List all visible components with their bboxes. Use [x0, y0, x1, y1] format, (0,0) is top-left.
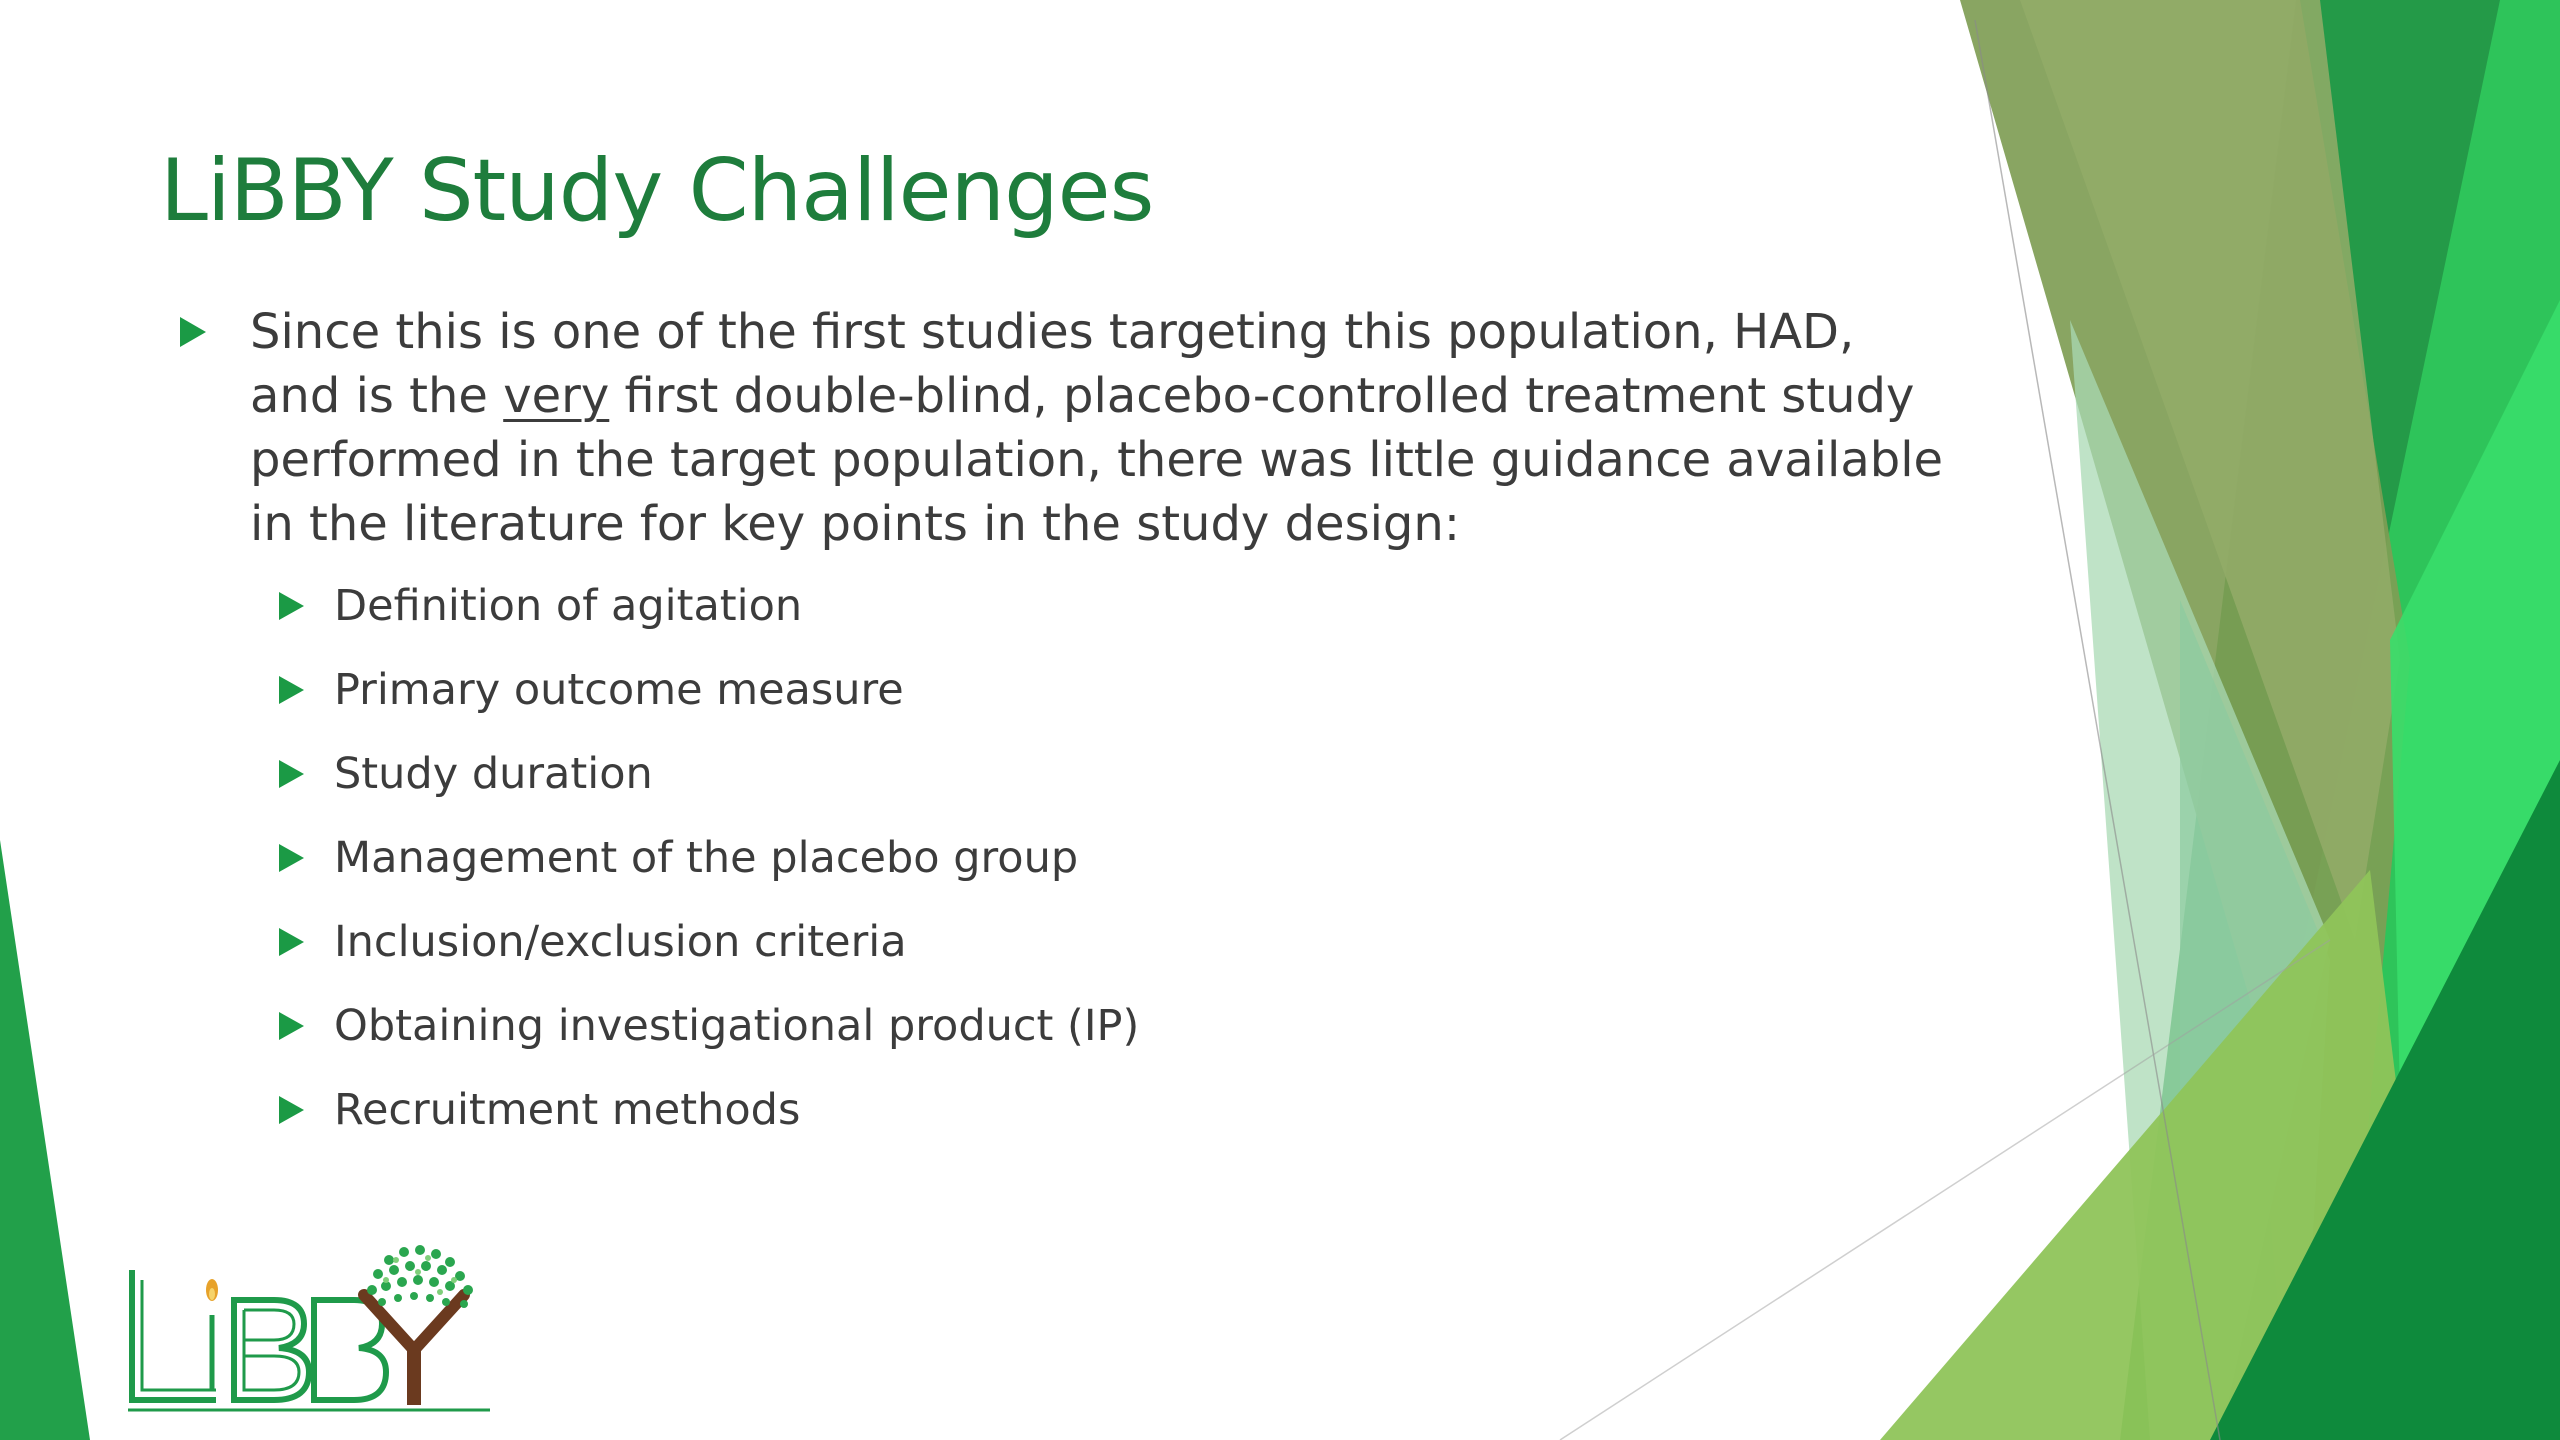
- main-bullet: [178, 300, 1958, 556]
- main-bullet-text-before: Since this is one of the first studies targeting this population, HAD, and is the: [250, 304, 1855, 424]
- list-item: [279, 914, 1958, 970]
- sub-bullet-text: Definition of agitation: [334, 581, 803, 631]
- sub-bullet-text: Study duration: [334, 749, 653, 799]
- sub-bullet-text: Obtaining investigational product (IP): [334, 1001, 1140, 1051]
- libby-logo-mark: [124, 1240, 494, 1420]
- sub-bullet-list: [178, 578, 1958, 1138]
- triangle-right-icon: [279, 844, 304, 872]
- triangle-right-icon: [279, 592, 304, 620]
- slide-title: LiBBY Study Challenges: [160, 141, 1154, 241]
- triangle-right-icon: [279, 676, 304, 704]
- slide-content: [178, 300, 1958, 1166]
- list-item: [279, 830, 1958, 886]
- triangle-right-icon: [279, 1096, 304, 1124]
- triangle-right-icon: [279, 1012, 304, 1040]
- libby-logo: [124, 1240, 494, 1440]
- triangle-right-icon: [279, 928, 304, 956]
- list-item: [279, 578, 1958, 634]
- list-item: [279, 662, 1958, 718]
- list-item: [279, 746, 1958, 802]
- sub-bullet-text: Inclusion/exclusion criteria: [334, 917, 907, 967]
- main-bullet-text-after: first double-blind, placebo-controlled treatment study performed in the target population, there was little guidance available in the literature for key points in the study design:: [250, 368, 1944, 552]
- list-item: [279, 1082, 1958, 1138]
- triangle-right-icon: [180, 317, 206, 347]
- main-bullet-emphasis: very: [503, 368, 610, 424]
- sub-bullet-text: Recruitment methods: [334, 1085, 801, 1135]
- sub-bullet-text: Primary outcome measure: [334, 665, 904, 715]
- triangle-right-icon: [279, 760, 304, 788]
- shape-left-green: [0, 840, 90, 1440]
- sub-bullet-text: Management of the placebo group: [334, 833, 1079, 883]
- list-item: [279, 998, 1958, 1054]
